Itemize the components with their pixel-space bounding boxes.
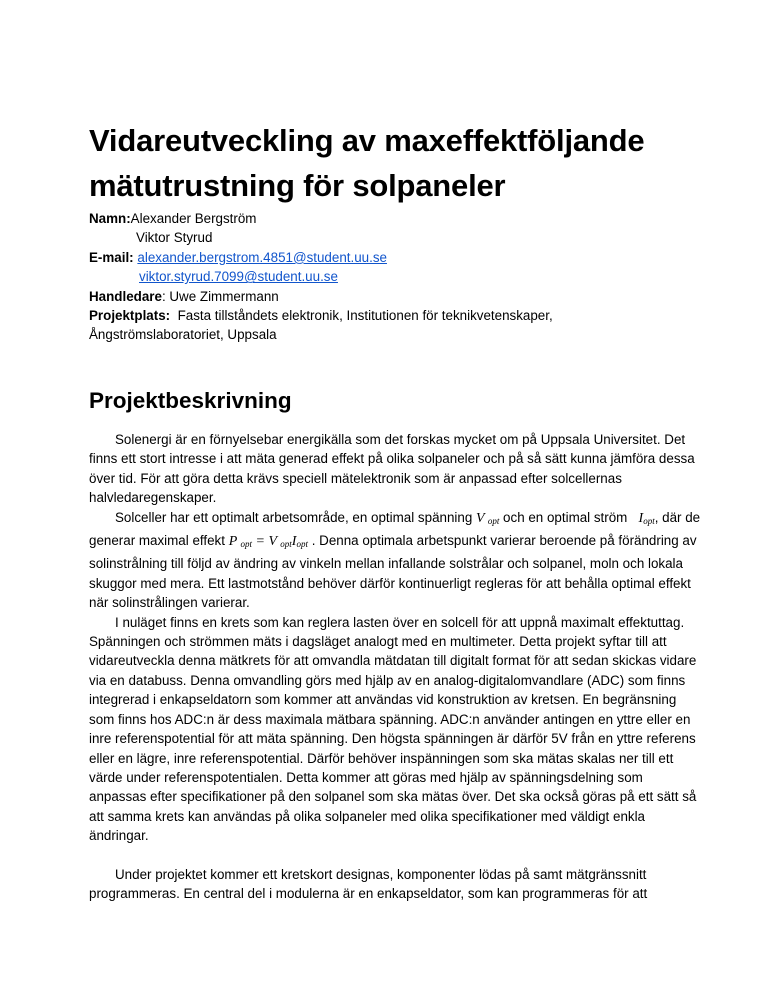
email-link-1[interactable]: alexander.bergstrom.4851@student.uu.se (137, 249, 387, 265)
email-label: E-mail: (89, 249, 134, 265)
paragraph-gap (89, 846, 701, 865)
p2-part-c: , där de generar maximal effekt (89, 509, 701, 549)
supervisor-label: Handledare (89, 288, 162, 304)
paragraph-2 (89, 508, 701, 613)
author-name-2: Viktor Styrud (136, 230, 213, 246)
paragraph-1: Solenergi är en förnyelsebar energikälla som det forskas mycket om på Uppsala Universitet. Det finns ett stort intresse i att mäta generad effekt på olika solpaneler och på så sätt kunna jämföra dessa över tid. För att göra detta krävs speciell mätelektronik som är anpassad efter solcellernas halvledaregenskaper. (89, 432, 695, 506)
name-row (89, 209, 709, 228)
place-row (89, 306, 709, 325)
math-p-equation: P $_{opt}$ = V $_{opt}I_{opt}$ (228, 534, 308, 550)
place-label: Projektplats: (89, 308, 171, 324)
email-row-2 (89, 267, 709, 286)
math-i-opt: $I_{opt}$ (638, 510, 655, 526)
p2-part-a: Solceller har ett optimalt arbetsområde, en optimal spänning (115, 509, 476, 525)
email-row (89, 248, 709, 267)
supervisor-row (89, 287, 709, 306)
author-name-1: Alexander Bergström (130, 211, 257, 226)
project-metadata (89, 209, 709, 345)
place-line-2: Ångströmslaboratoriet, Uppsala (89, 327, 277, 343)
paragraph-4: Under projektet kommer ett kretskort designas, komponenter lödas på samt mätgränssnitt programmeras. En central del i modulerna är en enkapseldator, som kan programmeras för att (89, 866, 648, 901)
name-label: Namn: (89, 211, 131, 226)
document-title: Vidareutveckling av maxeffektföljande mätutrustning för solpaneler (89, 123, 645, 203)
place-line-1: Fasta tillståndets elektronik, Institutionen för teknikvetenskaper, (177, 308, 553, 324)
p2-part-d: . Denna optimala arbetspunkt varierar beroende på förändring av solinstrålning till följd av ändring av vinkeln mellan infallande solstrålar och solpanel, moln och lokala skuggor med mera. Ett lastmotstånd behöver därför kontinuerligt regleras för att behålla optimal effekt när solinstrålingen varierar. (89, 533, 697, 611)
paragraph-3: I nuläget finns en krets som kan reglera lasten över en solcell för att uppnå maximalt effektuttag. Spänningen och strömmen mäts i dagsläget analogt med en multimeter. Detta projekt syftar till att vidareutveckla denna mätkrets för att omvandla mätdatan till digitalt format för att sedan skickas vidare via en databuss. Denna omvandling görs med hjälp av en analog-digitalomvandlare (ADC) som finns integrerad i enkapseldatorn som kommer att användas vid konstruktion av kretsen. En begränsning som finns hos ADC:n är dess maximala mätbara spänning. ADC:n använder antingen en yttre eller en inre referenspotential för att mäta spänning. Den högsta spänningen är därför 5V från en yttre referens eller en lägre, inre referenspotential. Därför behöver inspänningen som ska mätas skalas ner till ett värde under referenspotentialen. Detta kommer att göras med hjälp av spänningsdelning som anpassas efter specifikationer på den solpanel som ska mätas över. Det ska också göras på ett sätt så att samma krets kan användas på olika solpaneler med olika specifikationer med väldigt enkla ändringar. (89, 614, 697, 844)
p2-part-b: och en optimal ström (499, 509, 632, 525)
email-link-2[interactable]: viktor.styrud.7099@student.uu.se (139, 269, 338, 285)
body-text (89, 430, 701, 903)
supervisor-name: : Uwe Zimmermann (161, 288, 279, 304)
math-v-opt: V $_{opt}$ (476, 510, 500, 526)
section-heading: Projektbeskrivning (89, 388, 292, 413)
